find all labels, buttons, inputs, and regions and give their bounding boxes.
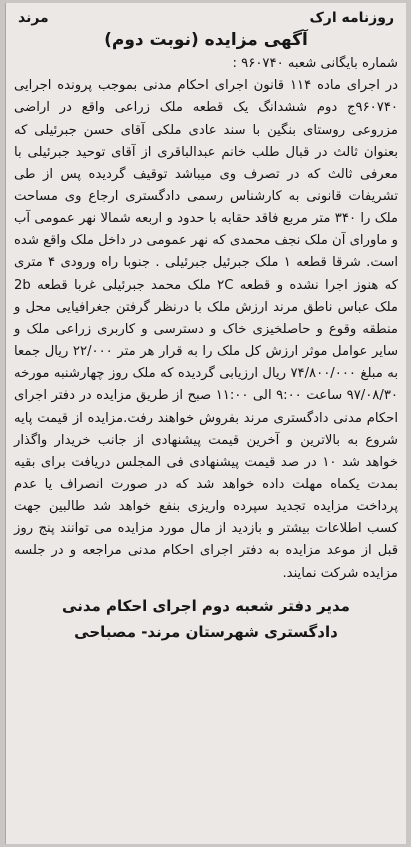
signature-line-1: مدیر دفتر شعبه دوم اجرای احکام مدنی bbox=[62, 596, 350, 615]
case-number: شماره بایگانی شعبه ۹۶۰۷۴۰ : bbox=[232, 56, 398, 71]
signature-block bbox=[14, 593, 398, 645]
signature-line-2: دادگستری شهرستان مرند- مصباحی bbox=[74, 622, 338, 641]
notice-body: در اجرای ماده ۱۱۴ قانون اجرای احکام مدنی بموجب پرونده اجرایی ۹۶۰۷۴۰ج دوم ششدانگ یک قطعه ملک زراعی واقع در اراضی مزروعی روستای بنگین با سند عادی ملکی آقای حسن جبرئیلی که بعنوان ثالث در قبال طلب خانم عبدالباقری از آقای توحید جبرئیلی با معرفی ثالث که در تصرف وی میباشد توقیف گردیده پس از طی تشریفات قانونی به کارشناس رسمی دادگستری ارجاع وی مساحت ملک را ۳۴۰ متر مربع فاقد حقابه با حدود و اربعه شمالا نهر عمومی آب و ماورای آن ملک نجف محمدی که نهر عمومی در داخل ملک واقع شده است. شرقا قطعه ۱ ملک جبرئیل جبرئیلی . جنوبا راه ورودی ۴ متری که هنوز اجرا نشده و قطعه ۲C ملک محمد جبرئیلی غربا قطعه 2b ملک عباس ناطق مرند ارزش ملک با درنظر گرفتن جغرافیایی محل و منطقه وقوع و حاصلخیزی خاک و دسترسی و کاربری زراعی ملک و سایر عوامل موثر ارزش کل ملک را به قرار هر متر ۲۲/۰۰۰ ریال جمعا به مبلغ ۷۴/۸۰۰/۰۰۰ ریال ارزیابی گردیده که ملک روز چهارشنبه مورخه ۹۷/۰۸/۳۰ ساعت ۹:۰۰ الی ۱۱:۰۰ صبح از طریق مزایده در دفتر اجرای احکام مدنی دادگستری مرند بفروش خواهند رفت.مزایده از قیمت پایه شروع به بالاترین و آخرین قیمت پیشنهادی از جانب خریدار واگذار خواهد شد ۱۰ در صد قیمت پیشنهادی فی المجلس دریافت برای بقیه بمدت یکماه مهلت داده خواهد شد که در صورت انصراف یا عدم پرداخت مزایده تجدید سپرده واریزی بنفع خواهد شد طالبین جهت کسب اطلاعات بیشتر و بازدید از مال مورد مزایده می توانند پنج روز قبل از موعد مزایده به دفتر اجرای احکام مدنی مراجعه و در جلسه مزایده شرکت نمایند. bbox=[14, 78, 399, 581]
notice-title: آگهی مزایده (نوبت دوم) bbox=[104, 30, 308, 50]
clipping-header bbox=[14, 7, 398, 29]
newspaper-name: روزنامه ارک bbox=[309, 10, 394, 26]
city-name: مرند bbox=[18, 10, 49, 26]
newspaper-clipping bbox=[5, 3, 406, 844]
